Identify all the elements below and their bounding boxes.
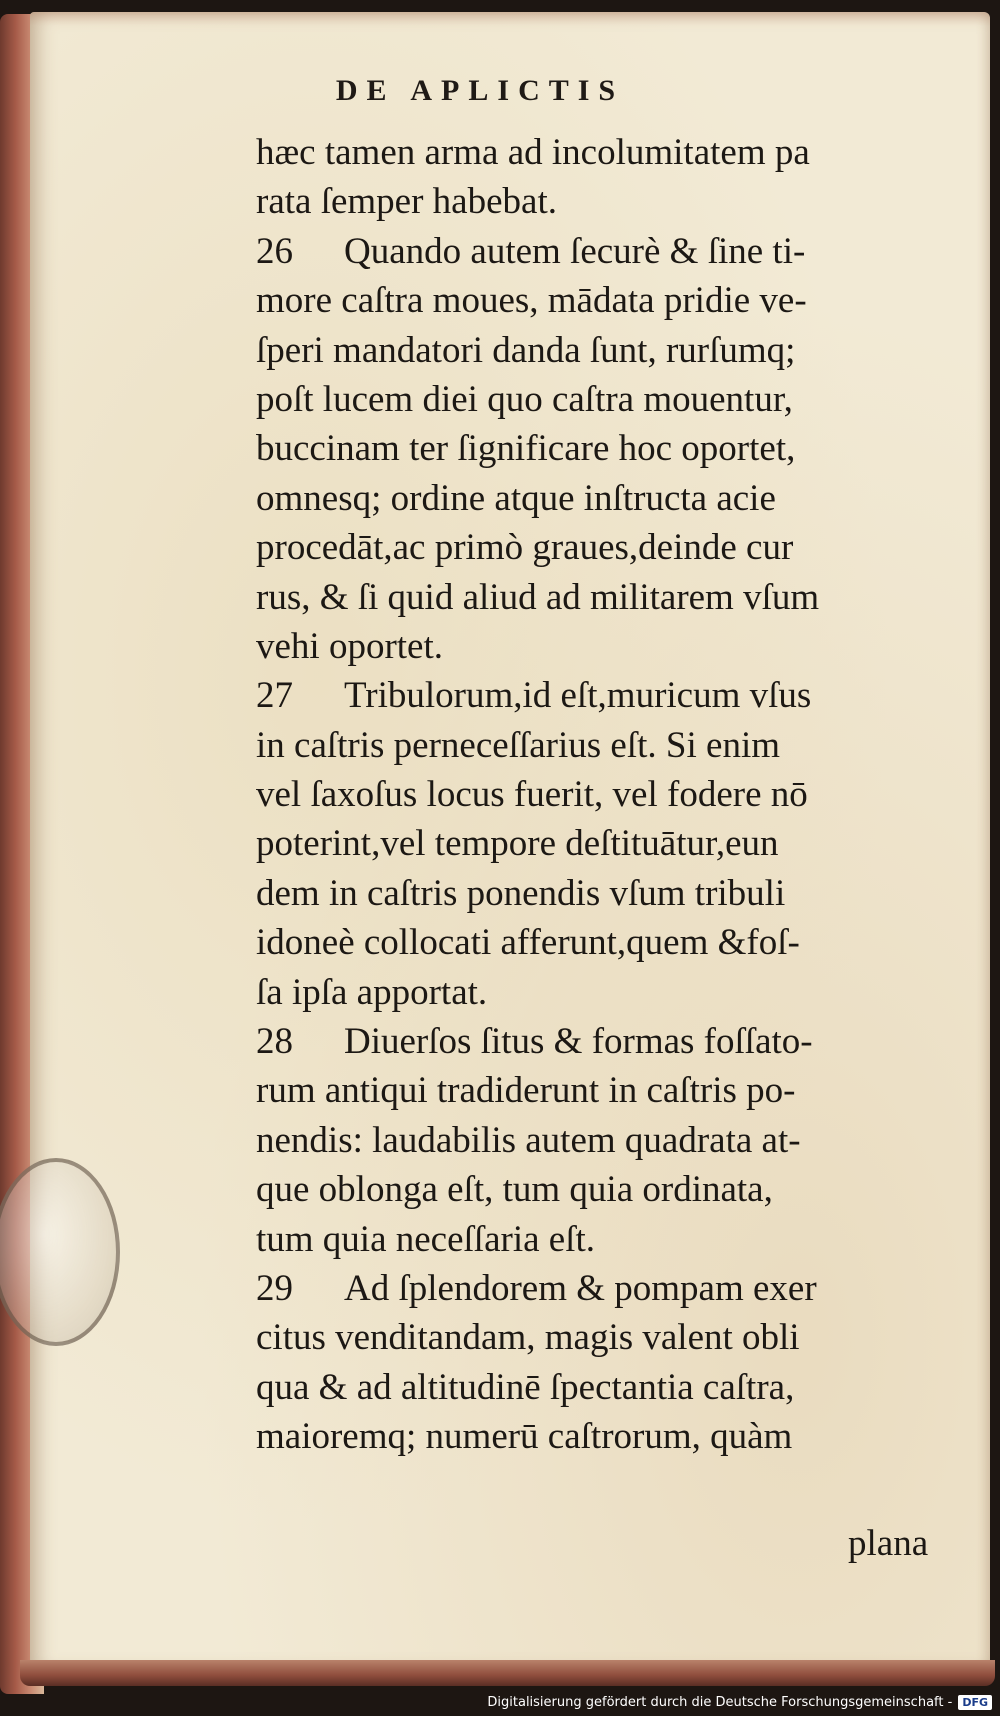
text-line: 29 Ad ſplendorem & pompam exer bbox=[256, 1264, 956, 1313]
text-line: poterint,vel tempore deſtituātur,eun bbox=[256, 823, 779, 865]
text-line: poſt lucem diei quo caſtra mouentur, bbox=[256, 378, 793, 420]
text-line: rata ſemper habebat. bbox=[256, 181, 557, 223]
text-line: ſa ipſa apportat. bbox=[256, 971, 488, 1013]
text-line: idoneè collocati afferunt,quem &foſ- bbox=[256, 922, 800, 964]
text-line: citus venditandam, magis valent obli bbox=[256, 1317, 800, 1359]
page-bottom-edge bbox=[20, 1660, 995, 1686]
text-line: 28 Diuerſos ſitus & formas foſſato- bbox=[256, 1017, 956, 1066]
text-line: vel ſaxoſus locus fuerit, vel fodere nō bbox=[256, 774, 808, 816]
text-line: vehi oportet. bbox=[256, 625, 444, 667]
running-header: DE APLICTIS bbox=[335, 74, 625, 107]
page-text bbox=[256, 128, 956, 1462]
text-line: qua & ad altitudinē ſpectantia caſtra, bbox=[256, 1366, 795, 1408]
digitization-credit bbox=[487, 1695, 992, 1710]
paragraph-number: 27 bbox=[256, 675, 293, 717]
text-line: in caſtris perneceſſarius eſt. Si enim bbox=[256, 724, 780, 766]
text-line: omnesq; ordine atque inſtructa acie bbox=[256, 477, 776, 519]
catchword: plana bbox=[848, 1523, 929, 1564]
text-line: tum quia neceſſaria eſt. bbox=[256, 1218, 596, 1260]
paragraph-number: 26 bbox=[256, 230, 293, 272]
text-line: maioremq; numerū caſtrorum, quàm bbox=[256, 1416, 793, 1458]
dfg-logo: DFG bbox=[958, 1695, 992, 1710]
text-line: nendis: laudabilis autem quadrata at- bbox=[256, 1119, 801, 1161]
text-line: 27 Tribulorum,id eſt,muricum vſus bbox=[256, 671, 956, 720]
text-line: procedāt,ac primò graues,deinde cur bbox=[256, 527, 794, 569]
text-line: more caſtra moues, mādata pridie ve- bbox=[256, 280, 807, 322]
text-line: buccinam ter ſignificare hoc oportet, bbox=[256, 428, 796, 470]
text-line: rum antiqui tradiderunt in caſtris po- bbox=[256, 1070, 796, 1112]
text-line: que oblonga eſt, tum quia ordinata, bbox=[256, 1169, 773, 1211]
text-line: dem in caſtris ponendis vſum tribuli bbox=[256, 872, 786, 914]
text-line: hæc tamen arma ad incolumitatem pa bbox=[256, 132, 810, 173]
text-line: rus, & ſi quid aliud ad militarem vſum bbox=[256, 576, 820, 618]
text-line: ſperi mandatori danda ſunt, rurſumq; bbox=[256, 329, 796, 371]
paragraph-number: 28 bbox=[256, 1021, 293, 1063]
text-line: 26 Quando autem ſecurè & ſine ti- bbox=[256, 227, 956, 276]
credit-text: Digitalisierung gefördert durch die Deutsche Forschungsgemeinschaft - bbox=[487, 1695, 953, 1710]
paragraph-number: 29 bbox=[256, 1267, 293, 1309]
